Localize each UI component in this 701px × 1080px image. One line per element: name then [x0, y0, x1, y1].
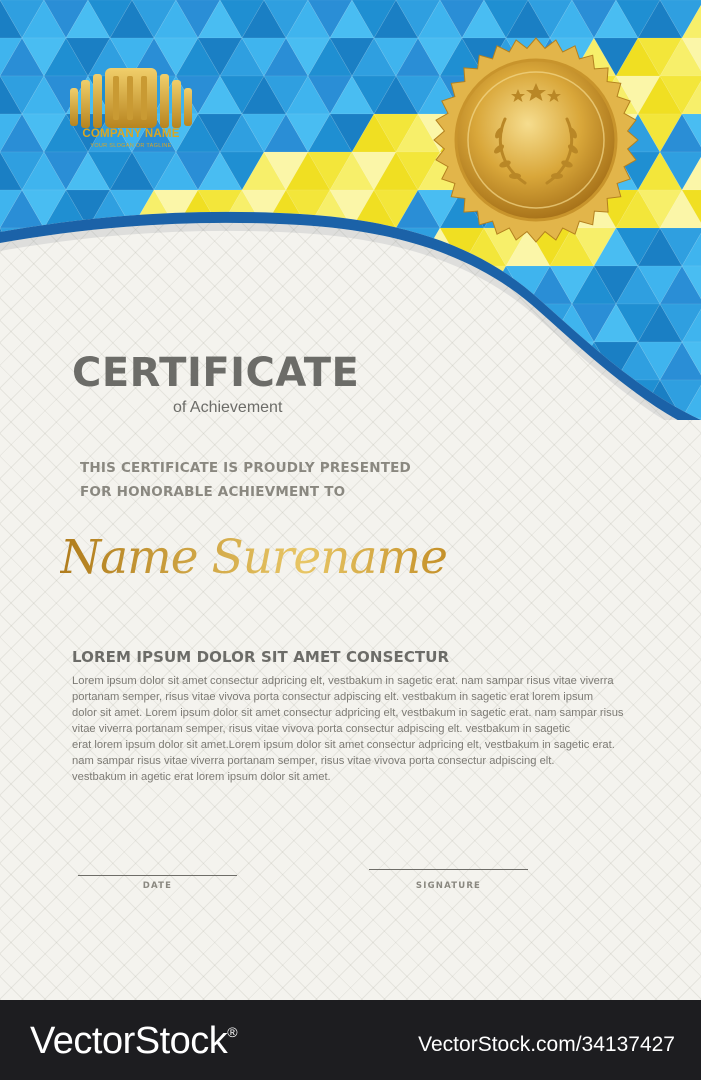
- body-line: vestbakum in agetic erat lorem ipsum dolor sit amet.: [72, 771, 331, 783]
- certificate-subtitle: of Achievement: [173, 399, 283, 416]
- gold-seal-icon: [433, 37, 639, 243]
- body-line: erat lorem ipsum dolor sit amet.Lorem ipsum dolor sit amet consectur adpricing elt, vestbakum in sagetic erat.: [72, 739, 615, 751]
- date-label: DATE: [142, 881, 173, 891]
- signature-label: SIGNATURE: [415, 881, 482, 891]
- body-paragraph: [72, 673, 632, 785]
- date-line: [78, 875, 237, 876]
- watermark-brand-text: VectorStock: [30, 1020, 228, 1062]
- presented-line: FOR HONORABLE ACHIEVMENT TO: [80, 484, 346, 500]
- company-name: COMPANY NAME: [82, 128, 180, 140]
- body-heading: LOREM IPSUM DOLOR SIT AMET CONSECTUR: [72, 648, 450, 666]
- body-line: dolor sit amet. Lorem ipsum dolor sit amet consectur adpricing elt, vestbakum in sagetic erat. nam sampar risus: [72, 707, 624, 719]
- body-line: vitae viverra portanam semper, risus vitae vivova porta consectur adpiscing elt. vestbakum in sagetic: [72, 723, 571, 735]
- watermark-id: VectorStock.com/34137427: [418, 1033, 675, 1056]
- watermark-brand: [30, 1020, 237, 1063]
- recipient-name: Name Surename: [60, 530, 600, 585]
- presented-text: [80, 456, 500, 504]
- registered-mark: ®: [227, 1024, 238, 1040]
- signature-line: [369, 869, 528, 870]
- body-line: Lorem ipsum dolor sit amet consectur adpricing elt, vestbakum in sagetic erat. nam sampar risus vitae viverra: [72, 675, 614, 687]
- company-tagline: YOUR SLOGAN OR TAGLINE: [90, 143, 172, 149]
- certificate-title: CERTIFICATE: [72, 350, 360, 396]
- company-logo-icon: [66, 64, 196, 154]
- presented-line: THIS CERTIFICATE IS PROUDLY PRESENTED: [80, 460, 411, 476]
- body-line: nam sampar risus vitae viverra portanam semper, risus vitae vivova porta consectur adpiscing elt.: [72, 755, 555, 767]
- body-line: portanam semper, risus vitae vivova porta consectur adpiscing elt. vestbakum in sagetic erat lorem ipsum: [72, 691, 594, 703]
